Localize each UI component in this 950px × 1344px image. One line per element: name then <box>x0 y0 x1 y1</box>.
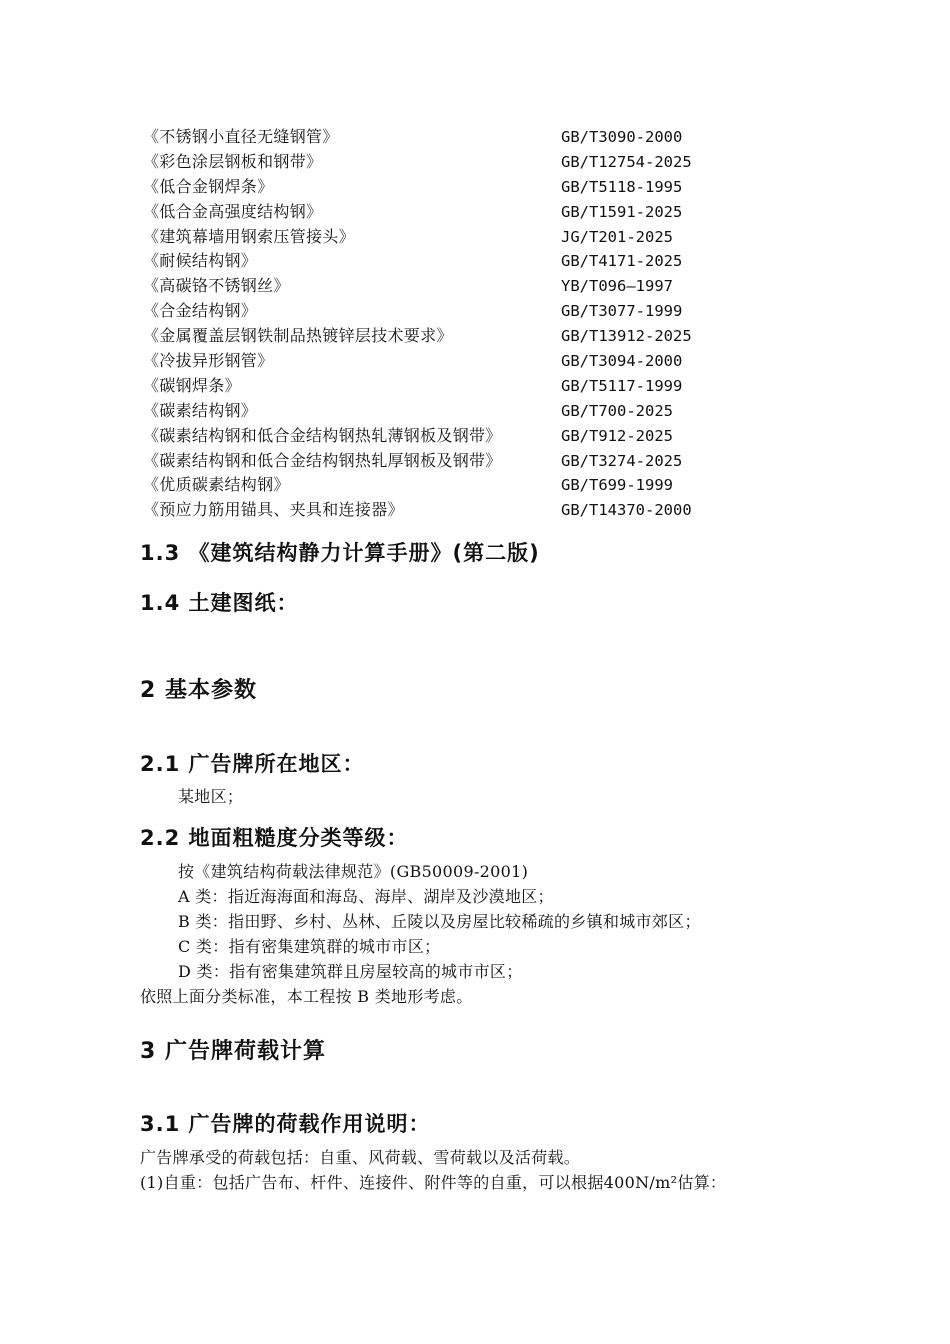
standard-name: 《预应力筋用锚具、夹具和连接器》 <box>143 500 404 520</box>
standard-code: JG/T201-2025 <box>561 227 673 246</box>
roughness-line: B 类：指田野、乡村、丛林、丘陵以及房屋比较稀疏的乡镇和城市郊区； <box>178 912 701 931</box>
standard-name: 《碳素结构钢》 <box>143 400 258 420</box>
standard-code: GB/T700-2025 <box>561 401 673 420</box>
standard-code: GB/T699-1999 <box>561 476 673 495</box>
standard-row <box>143 249 843 274</box>
standard-row <box>143 424 843 449</box>
standard-name: 《碳钢焊条》 <box>143 375 241 395</box>
standard-code: GB/T14370-2000 <box>561 501 692 520</box>
standard-code: GB/T4171-2025 <box>561 252 683 271</box>
standard-row <box>143 225 843 250</box>
standard-code: GB/T1591-2025 <box>561 202 683 221</box>
standard-name: 《碳素结构钢和低合金结构钢热轧厚钢板及钢带》 <box>143 450 502 470</box>
standard-row <box>143 150 843 175</box>
standard-row <box>143 374 843 399</box>
standard-name: 《建筑幕墙用钢索压管接头》 <box>143 226 355 246</box>
standard-name: 《合金结构钢》 <box>143 301 258 321</box>
standard-name: 《冷拔异形钢管》 <box>143 351 274 371</box>
region-text: 某地区； <box>178 787 244 806</box>
heading-3-1: 3.1 广告牌的荷载作用说明： <box>140 1112 431 1136</box>
standard-code: GB/T12754-2025 <box>561 152 692 171</box>
standard-name: 《彩色涂层钢板和钢带》 <box>143 151 323 171</box>
standard-row <box>143 399 843 424</box>
standards-list <box>143 125 843 523</box>
standard-code: GB/T5118-1995 <box>561 177 683 196</box>
roughness-line: 按《建筑结构荷载法律规范》(GB50009-2001) <box>178 862 529 881</box>
standard-name: 《低合金钢焊条》 <box>143 176 274 196</box>
standard-row <box>143 349 843 374</box>
standard-row <box>143 498 843 523</box>
roughness-line: D 类：指有密集建筑群且房屋较高的城市市区； <box>178 962 523 981</box>
roughness-line: A 类：指近海海面和海岛、海岸、湖岸及沙漠地区； <box>178 887 554 906</box>
heading-2-1: 2.1 广告牌所在地区： <box>140 752 365 776</box>
standard-code: GB/T3077-1999 <box>561 302 683 321</box>
standard-code: GB/T3274-2025 <box>561 451 683 470</box>
standard-row <box>143 274 843 299</box>
standard-row <box>143 200 843 225</box>
standard-code: GB/T13912-2025 <box>561 327 692 346</box>
standard-row <box>143 125 843 150</box>
roughness-conclusion: 依照上面分类标准，本工程按 B 类地形考虑。 <box>140 987 473 1006</box>
load-line: 广告牌承受的荷载包括：自重、风荷载、雪荷载以及活荷载。 <box>140 1148 581 1167</box>
roughness-line: C 类：指有密集建筑群的城市市区； <box>178 937 441 956</box>
standard-name: 《优质碳素结构钢》 <box>143 475 290 495</box>
standard-row <box>143 473 843 498</box>
load-line: (1)自重：包括广告布、杆件、连接件、附件等的自重，可以根据400N/m²估算： <box>140 1173 727 1192</box>
heading-2: 2 基本参数 <box>140 678 257 703</box>
standard-row <box>143 299 843 324</box>
standard-row <box>143 449 843 474</box>
standard-row <box>143 175 843 200</box>
standard-name: 《不锈钢小直径无缝钢管》 <box>143 127 339 146</box>
standard-name: 《耐候结构钢》 <box>143 251 258 271</box>
standard-row <box>143 324 843 349</box>
heading-1-4: 1.4 土建图纸： <box>140 591 299 615</box>
standard-name: 《低合金高强度结构钢》 <box>143 201 323 221</box>
heading-1-3: 1.3 《建筑结构静力计算手册》(第二版) <box>140 541 540 565</box>
standard-name: 《高碳铬不锈钢丝》 <box>143 276 290 296</box>
standard-code: YB/T096—1997 <box>561 277 673 296</box>
standard-name: 《碳素结构钢和低合金结构钢热轧薄钢板及钢带》 <box>143 425 502 445</box>
standard-code: GB/T3094-2000 <box>561 352 683 371</box>
heading-3: 3 广告牌荷载计算 <box>140 1039 326 1064</box>
standard-code: GB/T5117-1999 <box>561 376 683 395</box>
heading-2-2: 2.2 地面粗糙度分类等级： <box>140 826 409 850</box>
standard-code: GB/T3090-2000 <box>561 128 683 146</box>
standard-code: GB/T912-2025 <box>561 426 673 445</box>
standard-name: 《金属覆盖层钢铁制品热镀锌层技术要求》 <box>143 326 453 346</box>
